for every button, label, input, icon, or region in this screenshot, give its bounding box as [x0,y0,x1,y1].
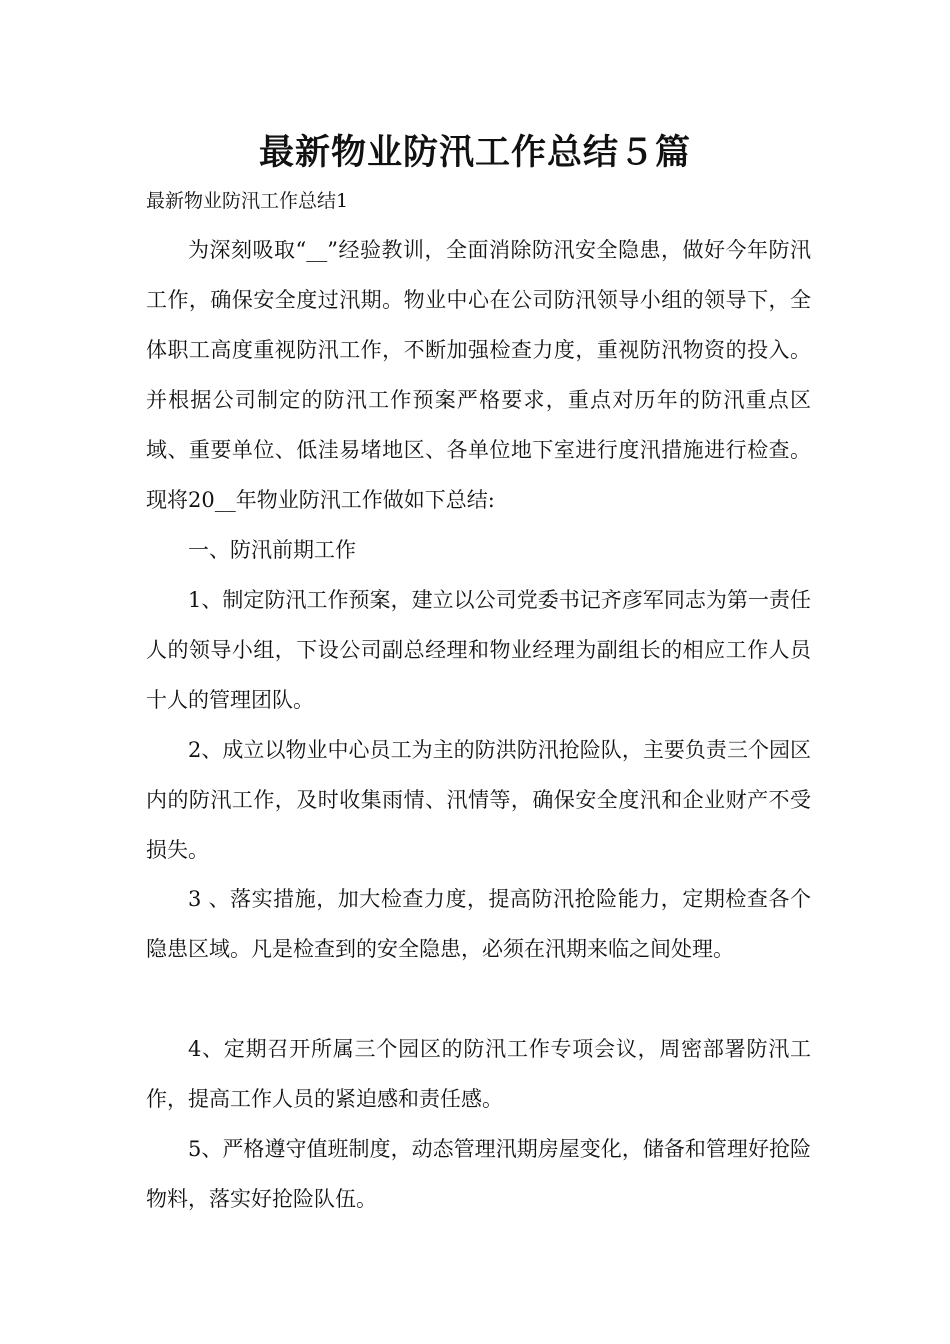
document-title: 最新物业防汛工作总结５篇 [258,133,691,173]
paragraph-section-heading: 一、防汛前期工作 [188,538,356,562]
paragraph-item-2: 2、成立以物业中心员工为主的防洪防汛抢险队，主要负责三个园区内的防汛工作，及时收集雨情、汛情等，确保安全度汛和企业财产不受损失。 [146,738,811,862]
paragraph-item-4: 4、定期召开所属三个园区的防汛工作专项会议，周密部署防汛工作，提高工作人员的紧迫感和责任感。 [146,1037,811,1111]
paragraph-item-3: 3 、落实措施，加大检查力度，提高防汛抢险能力，定期检查各个隐患区域。凡是检查到的安全隐患，必须在汛期来临之间处理。 [146,887,811,961]
paragraph-item-5: 5、严格遵守值班制度，动态管理汛期房屋变化，储备和管理好抢险物料，落实好抢险队伍。 [146,1137,811,1211]
section-heading: 最新物业防汛工作总结1 [146,190,349,212]
paragraph-item-1: 1、制定防汛工作预案，建立以公司党委书记齐彦军同志为第一责任人的领导小组，下设公司副总经理和物业经理为副组长的相应工作人员十人的管理团队。 [146,588,811,712]
paragraph-intro: 为深刻吸取“__”经验教训，全面消除防汛安全隐患，做好今年防汛工作，确保安全度过汛期。物业中心在公司防汛领导小组的领导下，全体职工高度重视防汛工作，不断加强检查力度，重视防汛物资的投入。并根据公司制定的防汛工作预案严格要求，重点对历年的防汛重点区域、重要单位、低洼易堵地区、各单位地下室进行度汛措施进行检查。现将20__年物业防汛工作做如下总结: [146,238,811,512]
